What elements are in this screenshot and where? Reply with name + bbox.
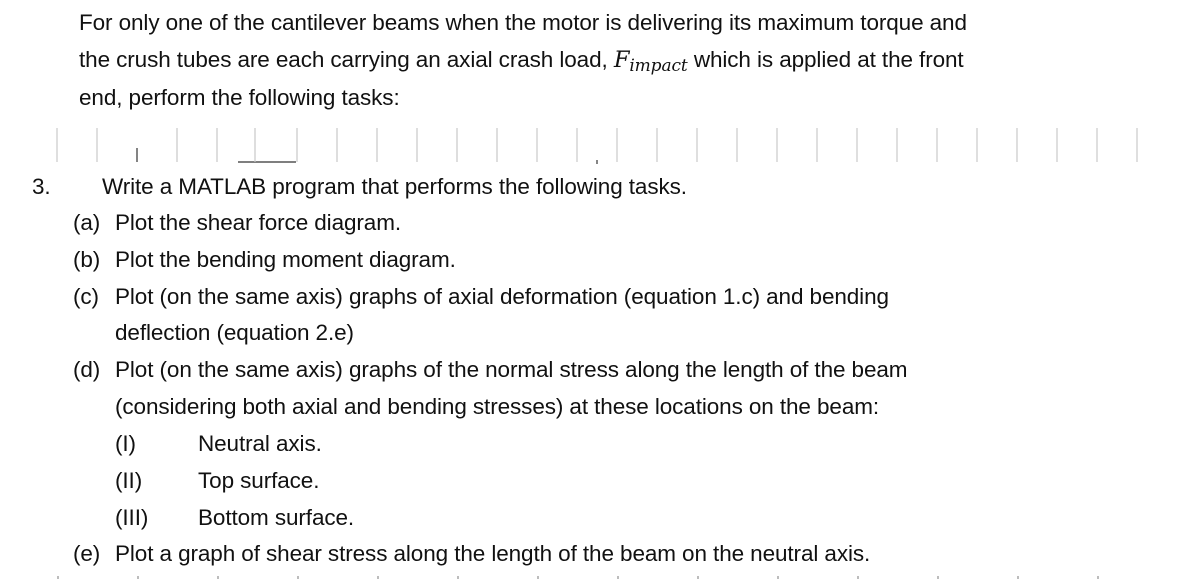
impact-force-symbol-sub: impact: [629, 56, 688, 76]
question-number: 3.: [32, 174, 51, 199]
intro-line-2-after: which is applied at the front: [693, 47, 964, 72]
subitem-3-text: Bottom surface.: [198, 505, 355, 530]
question-text: Write a MATLAB program that performs the following tasks.: [102, 174, 687, 199]
item-a-marker: (a): [73, 210, 101, 235]
item-b-text: Plot the bending moment diagram.: [115, 247, 456, 272]
item-e-marker: (e): [73, 541, 101, 566]
item-b-marker: (b): [73, 247, 101, 272]
item-c-text-2: deflection (equation 2.e): [115, 320, 354, 345]
intro-line-3: [79, 83, 400, 113]
item-c: [73, 282, 889, 312]
item-c-continuation: [115, 318, 354, 348]
intro-line-2-before: the crush tubes are each carrying an axial crash load,: [79, 47, 608, 72]
impact-force-symbol: [613, 47, 688, 76]
item-d-marker: (d): [73, 357, 101, 382]
item-c-text: Plot (on the same axis) graphs of axial deformation (equation 1.c) and bending: [115, 284, 889, 309]
intro-line-3-text: end, perform the following tasks:: [79, 85, 400, 110]
item-d-text: Plot (on the same axis) graphs of the normal stress along the length of the beam: [115, 357, 908, 382]
subitem-3-marker: (III): [115, 505, 149, 530]
ruler-tick-marks: [0, 120, 1204, 168]
subitem-2-text: Top surface.: [198, 468, 320, 493]
item-a: [73, 208, 401, 238]
item-e-text: Plot a graph of shear stress along the length of the beam on the neutral axis.: [115, 541, 871, 566]
bottom-ruler-marks: [0, 570, 1204, 579]
question-3: [32, 172, 687, 202]
subitem-1-text: Neutral axis.: [198, 431, 322, 456]
item-e: [73, 539, 870, 569]
item-d: [73, 355, 907, 385]
subitem-1: [115, 429, 322, 459]
subitem-2: [115, 466, 319, 496]
item-d-continuation: [115, 392, 879, 422]
subitem-2-marker: (II): [115, 468, 143, 493]
intro-line-2: [79, 45, 964, 77]
item-d-text-2: (considering both axial and bending stresses) at these locations on the beam:: [115, 394, 880, 419]
item-b: [73, 245, 456, 275]
item-a-text: Plot the shear force diagram.: [115, 210, 401, 235]
subitem-1-marker: (I): [115, 431, 136, 456]
item-c-marker: (c): [73, 284, 99, 309]
intro-line-1-text: For only one of the cantilever beams when the motor is delivering its maximum torque and: [79, 10, 967, 35]
impact-force-symbol-base: F: [613, 47, 630, 73]
intro-line-1: [79, 8, 967, 38]
subitem-3: [115, 503, 354, 533]
